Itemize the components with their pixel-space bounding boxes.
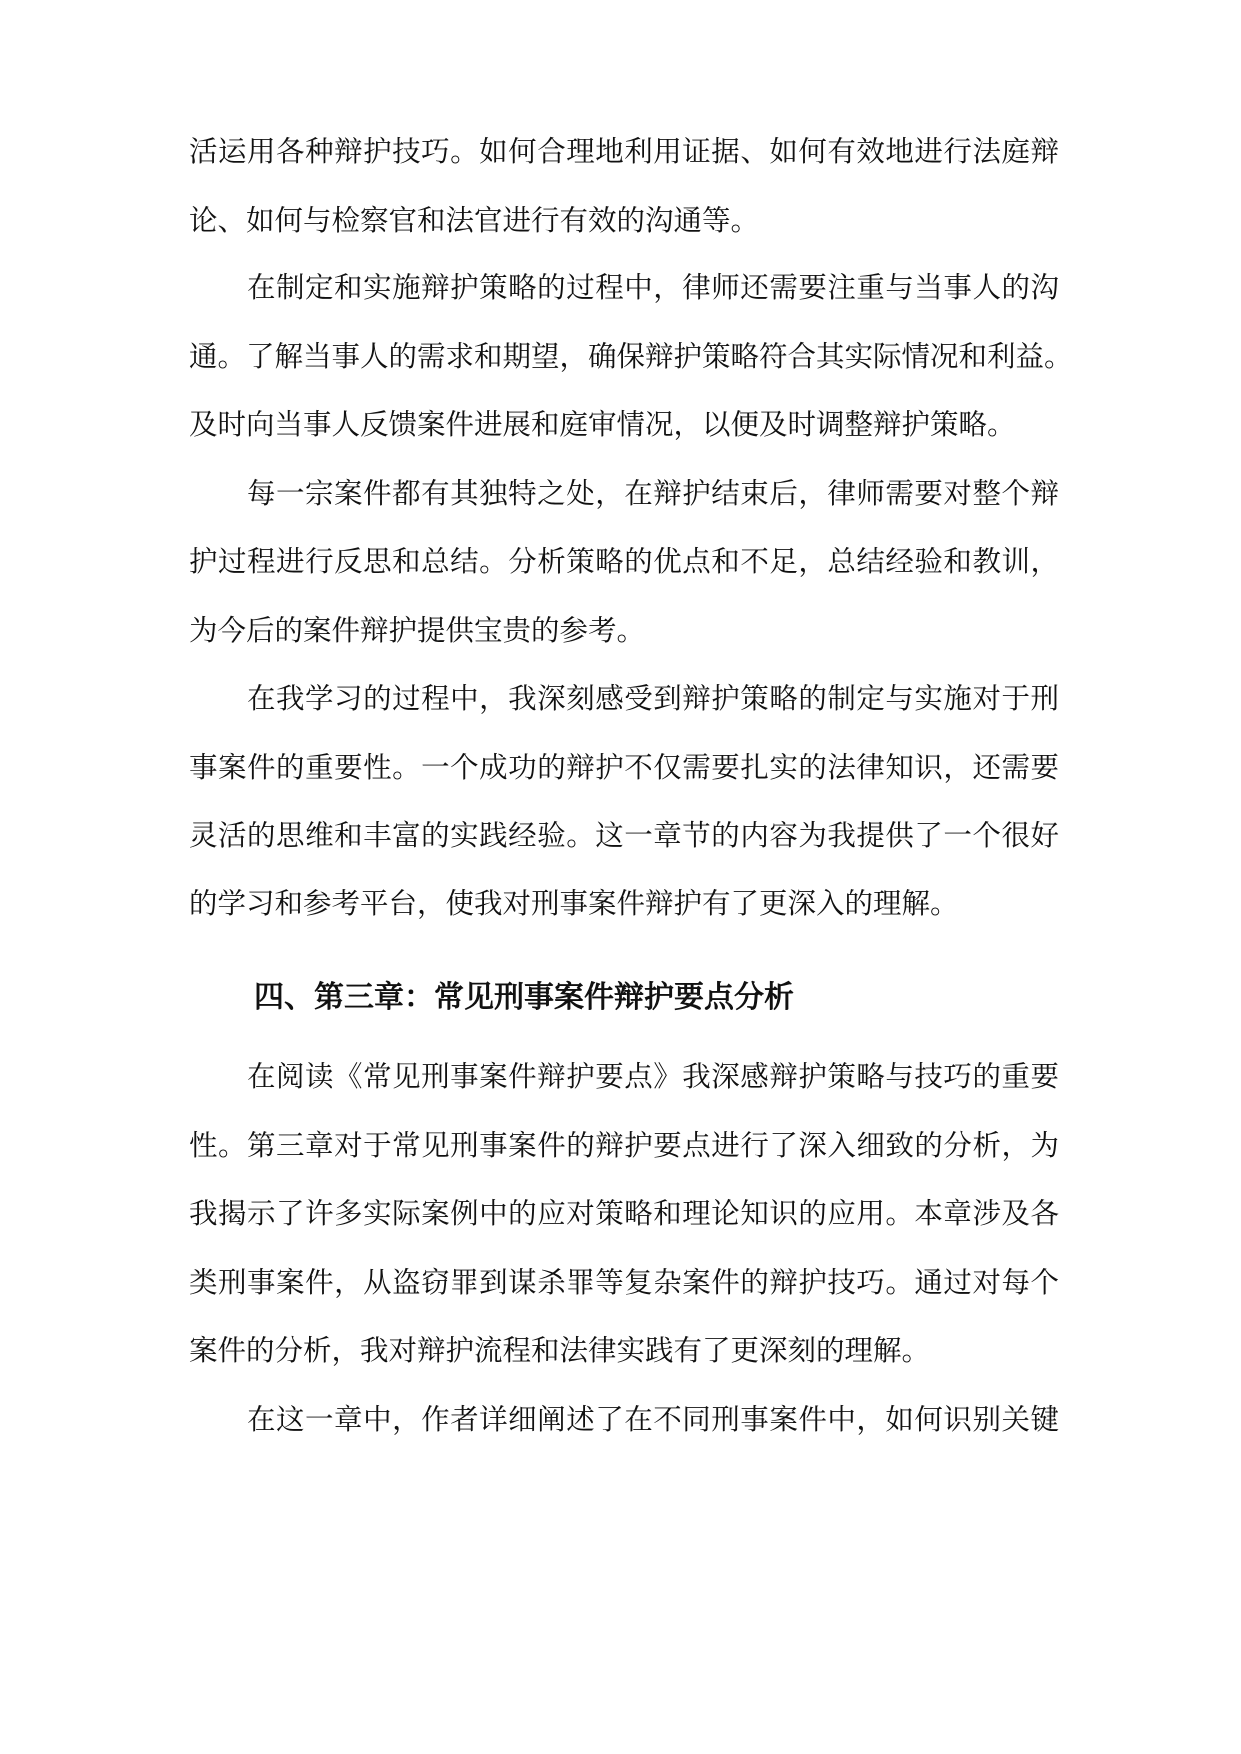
paragraph-5-line-5: 案件的分析，我对辩护流程和法律实践有了更深刻的理解。 <box>189 1334 931 1367</box>
paragraph-1-line-2: 论、如何与检察官和法官进行有效的沟通等。 <box>189 204 760 237</box>
paragraph-3-line-1: 每一宗案件都有其独特之处，在辩护结束后，律师需要对整个辩 <box>247 477 1059 510</box>
paragraph-2-line-3: 及时向当事人反馈案件进展和庭审情况，以便及时调整辩护策略。 <box>189 408 1016 441</box>
paragraph-4-line-1: 在我学习的过程中，我深刻感受到辩护策略的制定与实施对于刑 <box>247 682 1059 715</box>
paragraph-3-line-3: 为今后的案件辩护提供宝贵的参考。 <box>189 614 646 647</box>
paragraph-5-line-2: 性。第三章对于常见刑事案件的辩护要点进行了深入细致的分析，为 <box>189 1129 1059 1162</box>
paragraph-1-line-1: 活运用各种辩护技巧。如何合理地利用证据、如何有效地进行法庭辩 <box>189 135 1059 168</box>
paragraph-2-line-1: 在制定和实施辩护策略的过程中，律师还需要注重与当事人的沟 <box>247 271 1059 304</box>
paragraph-5-line-3: 我揭示了许多实际案例中的应对策略和理论知识的应用。本章涉及各 <box>189 1197 1059 1230</box>
paragraph-4-line-4: 的学习和参考平台，使我对刑事案件辩护有了更深入的理解。 <box>189 887 959 920</box>
section-heading: 四、第三章：常见刑事案件辩护要点分析 <box>254 980 794 1015</box>
paragraph-5-line-1: 在阅读《常见刑事案件辩护要点》我深感辩护策略与技巧的重要 <box>247 1060 1059 1093</box>
paragraph-4-line-2: 事案件的重要性。一个成功的辩护不仅需要扎实的法律知识，还需要 <box>189 751 1059 784</box>
paragraph-2-line-2: 通。了解当事人的需求和期望，确保辩护策略符合其实际情况和利益。 <box>189 340 1073 373</box>
paragraph-5-line-4: 类刑事案件，从盗窃罪到谋杀罪等复杂案件的辩护技巧。通过对每个 <box>189 1266 1059 1299</box>
paragraph-6-line-1: 在这一章中，作者详细阐述了在不同刑事案件中，如何识别关键 <box>247 1403 1059 1436</box>
paragraph-4-line-3: 灵活的思维和丰富的实践经验。这一章节的内容为我提供了一个很好 <box>189 819 1059 852</box>
paragraph-3-line-2: 护过程进行反思和总结。分析策略的优点和不足，总结经验和教训， <box>189 545 1059 578</box>
